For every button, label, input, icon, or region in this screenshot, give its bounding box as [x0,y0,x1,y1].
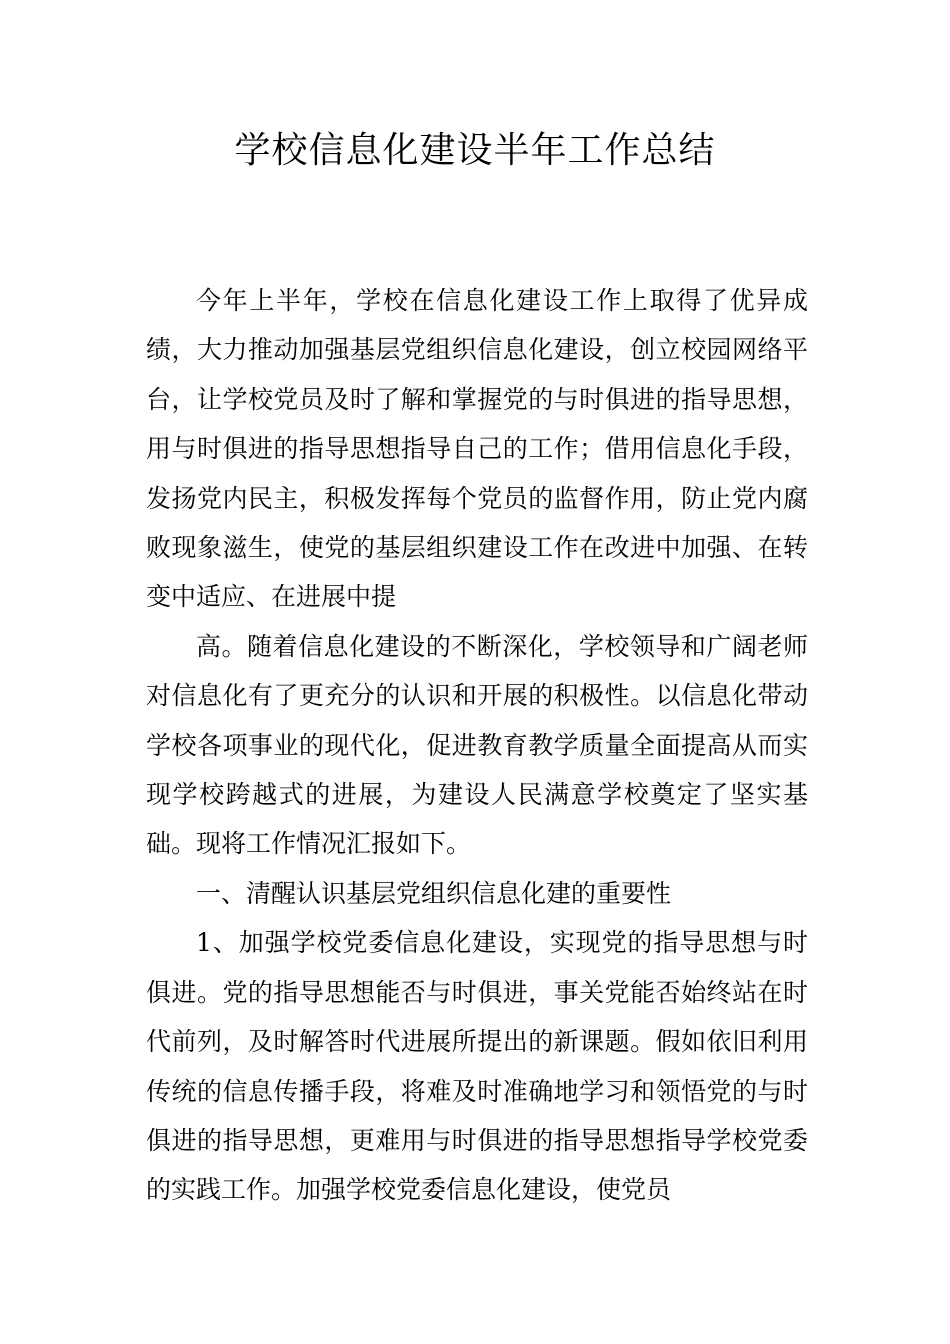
paragraph-point-1: 1、加强学校党委信息化建设，实现党的指导思想与时俱进。党的指导思想能否与时俱进，事关党能否始终站在时代前列，及时解答时代进展所提出的新课题。假如依旧利用传统的信息传播手段，将难及时准确地学习和领悟党的与时俱进的指导思想，更难用与时俱进的指导思想指导学校党委的实践工作。加强学校党委信息化建设，使党员 [146,928,808,1205]
document-title: 学校信息化建设半年工作总结 [234,130,716,171]
section-heading-1: 一、清醒认识基层党组织信息化建的重要性 [196,878,672,908]
document-body [146,276,808,1215]
paragraph-progress: 高。随着信息化建设的不断深化，学校领导和广阔老师对信息化有了更充分的认识和开展的积极性。以信息化带动学校各项事业的现代化，促进教育教学质量全面提高从而实现学校跨越式的进展，为建设人民满意学校奠定了坚实基础。现将工作情况汇报如下。 [146,631,808,859]
paragraph-intro: 今年上半年，学校在信息化建设工作上取得了优异成绩，大力推动加强基层党组织信息化建设，创立校园网络平台，让学校党员及时了解和掌握党的与时俱进的指导思想，用与时俱进的指导思想指导自己的工作；借用信息化手段，发扬党内民主，积极发挥每个党员的监督作用，防止党内腐败现象滋生，使党的基层组织建设工作在改进中加强、在转变中适应、在进展中提 [146,286,808,612]
